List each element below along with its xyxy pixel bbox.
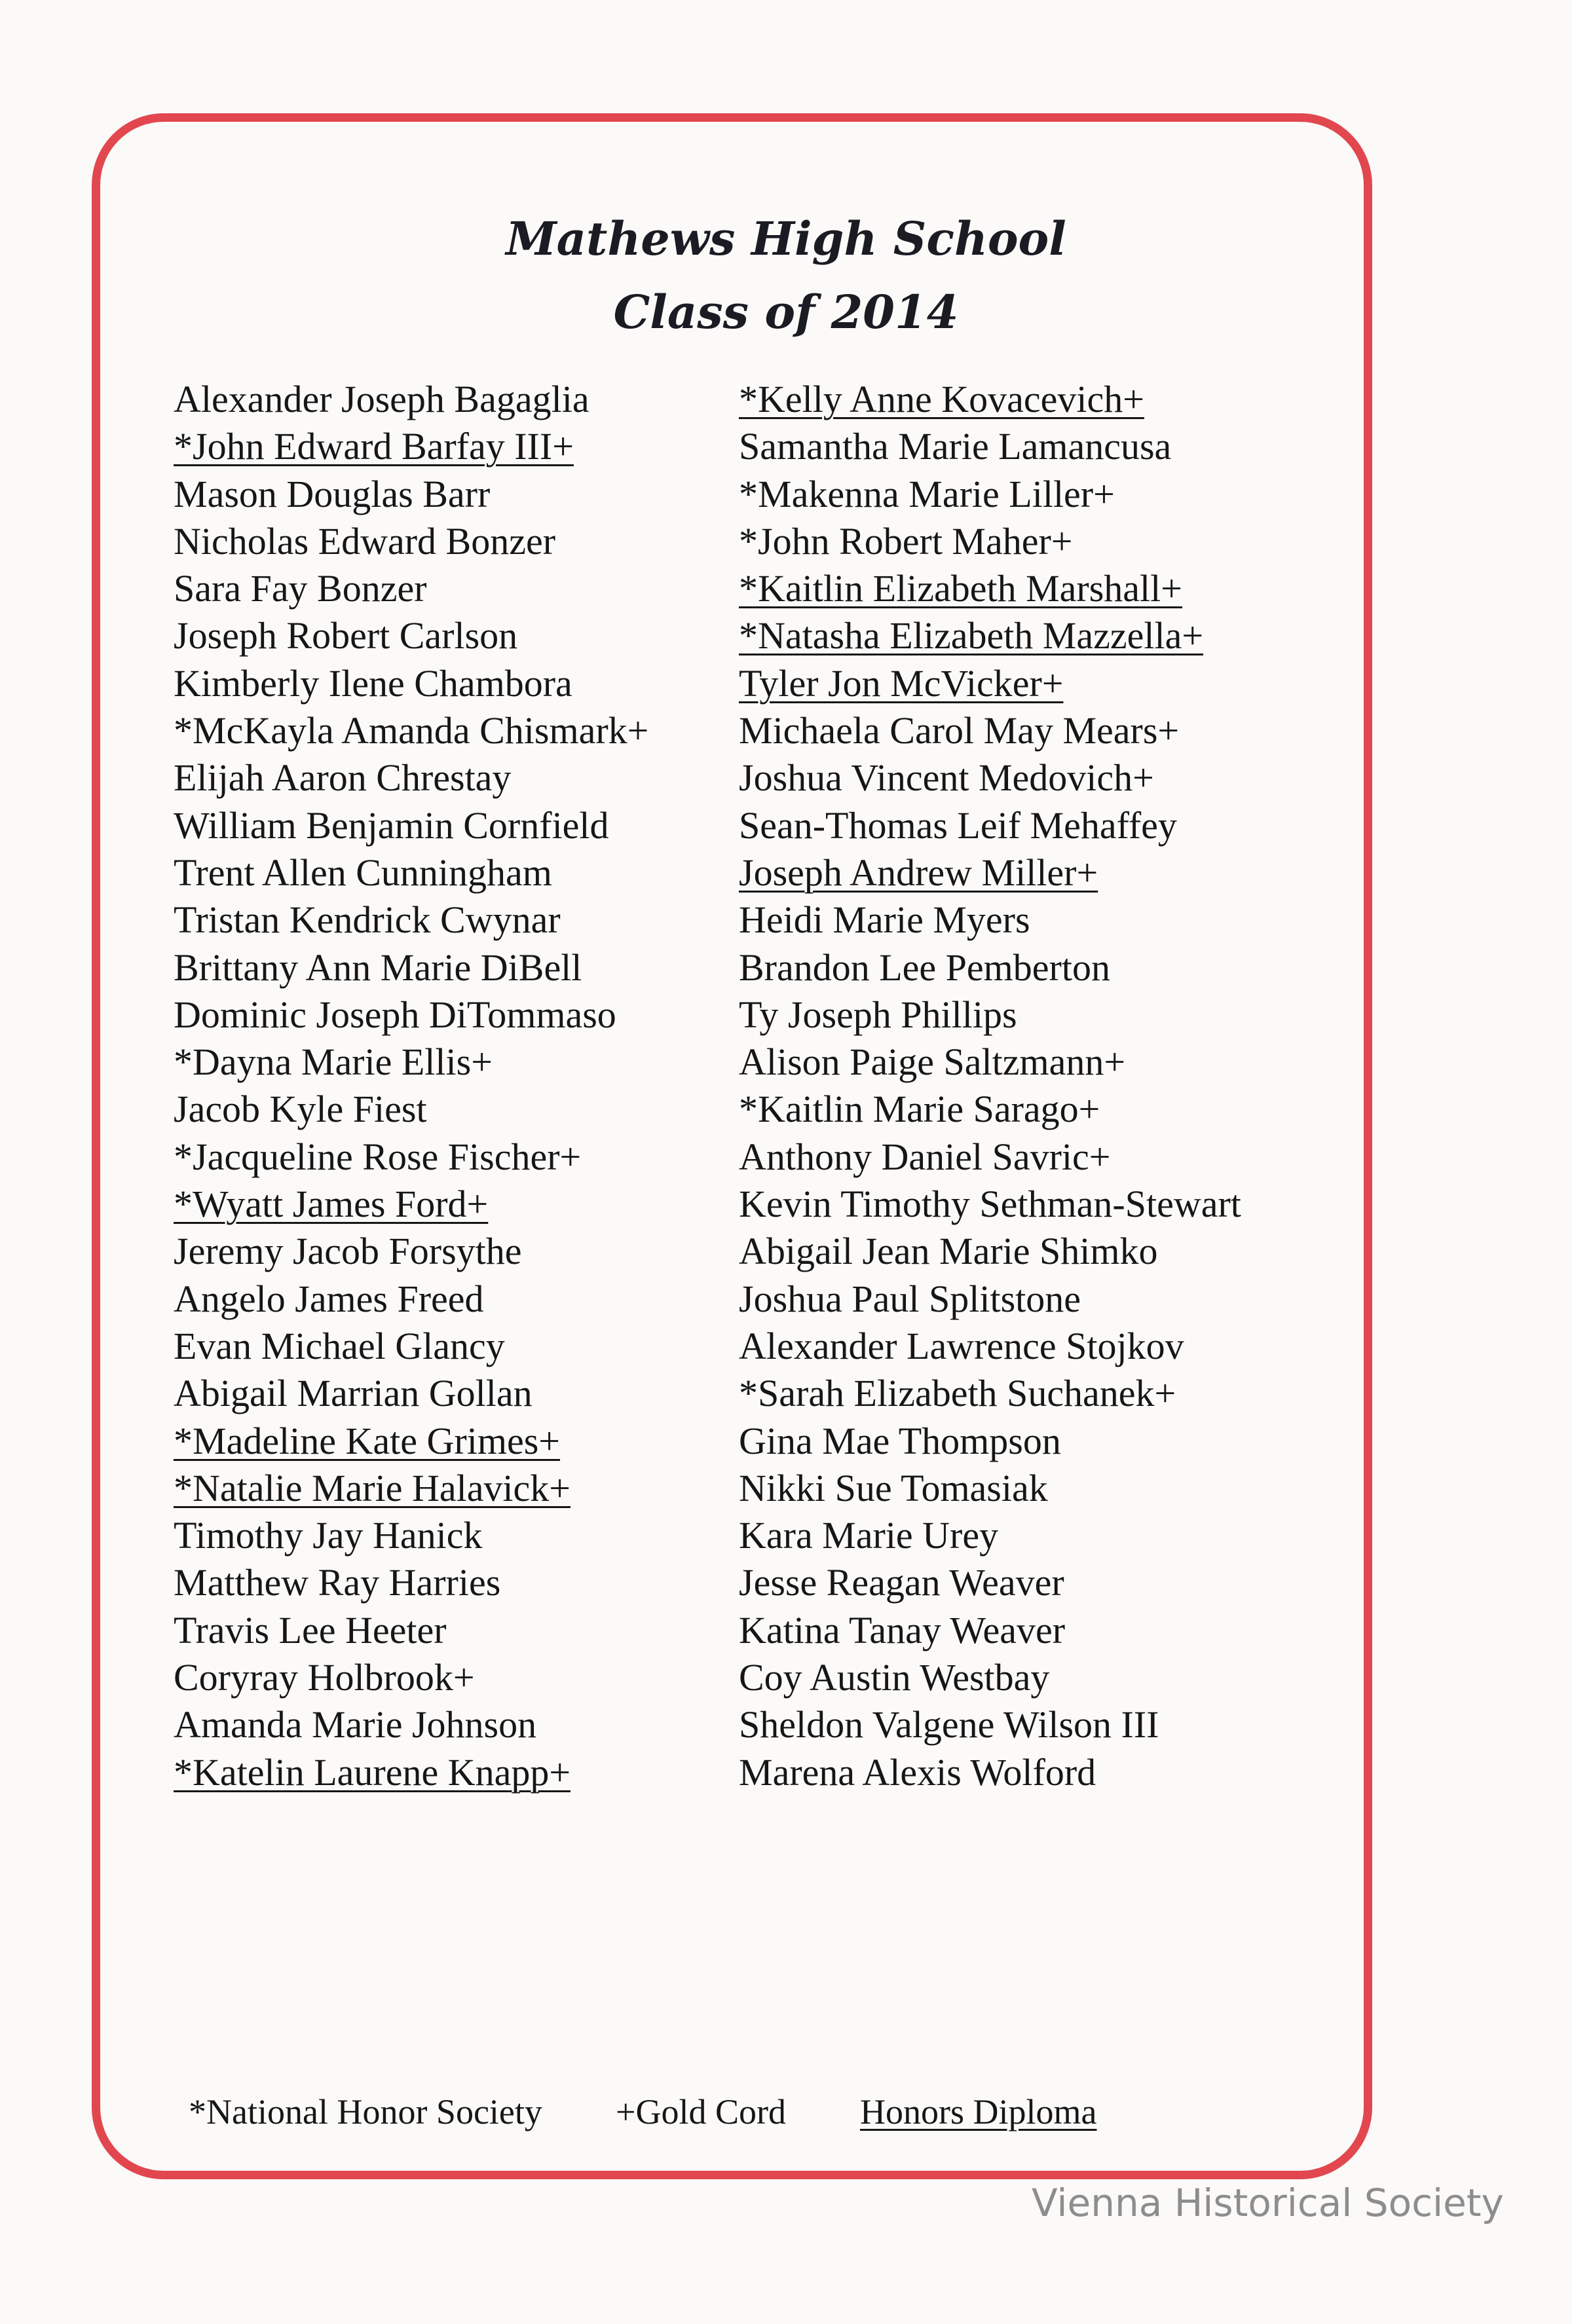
graduate-name: [174, 565, 648, 612]
graduate-name-text: Matthew Ray Harries: [174, 1561, 501, 1604]
graduate-name: [739, 944, 1241, 991]
graduate-name-text: Jeremy Jacob Forsythe: [174, 1230, 522, 1273]
graduate-name-text: Joshua Vincent Medovich+: [739, 756, 1154, 800]
legend-honors-diploma: Honors Diploma: [860, 2092, 1097, 2131]
graduate-name: [174, 376, 648, 423]
graduate-name-text: Sheldon Valgene Wilson III: [739, 1703, 1159, 1746]
graduate-name-text: Trent Allen Cunningham: [174, 851, 552, 894]
graduate-name: [739, 423, 1241, 470]
graduate-name: [739, 1418, 1241, 1465]
graduate-name-text: Alison Paige Saltzmann+: [739, 1041, 1126, 1084]
graduate-name-text: Abigail Marrian Gollan: [174, 1372, 533, 1415]
graduate-name: [739, 896, 1241, 944]
graduate-name: [739, 1228, 1241, 1275]
graduate-name-text: Mason Douglas Barr: [174, 472, 491, 515]
graduate-name: [174, 849, 648, 896]
graduate-name-text: Coy Austin Westbay: [739, 1656, 1050, 1699]
graduate-name: [174, 1086, 648, 1133]
graduate-name: [739, 471, 1241, 518]
graduate-name: [739, 376, 1241, 423]
graduate-name-text: Samantha Marie Lamancusa: [739, 425, 1172, 468]
graduate-name-text: Kimberly Ilene Chambora: [174, 661, 572, 705]
graduate-name: [739, 1276, 1241, 1323]
graduate-name-text: Brittany Ann Marie DiBell: [174, 946, 582, 989]
graduate-name: [739, 1134, 1241, 1181]
graduate-name-text: *Jacqueline Rose Fischer+: [174, 1135, 582, 1178]
graduate-name-text: *Wyatt James Ford+: [174, 1183, 489, 1226]
graduate-name: [174, 1607, 648, 1654]
graduate-name: [174, 1654, 648, 1701]
graduate-name: [174, 1134, 648, 1181]
graduate-name: [174, 991, 648, 1039]
graduate-name-text: Nicholas Edward Bonzer: [174, 519, 556, 563]
graduate-name: [174, 423, 648, 470]
graduate-name: [174, 518, 648, 565]
graduate-name: [739, 1086, 1241, 1133]
graduate-name: [174, 1749, 648, 1796]
graduate-name-text: Alexander Joseph Bagaglia: [174, 378, 590, 420]
graduate-name-text: *Kaitlin Marie Sarago+: [739, 1088, 1100, 1131]
graduate-name-text: William Benjamin Cornfield: [174, 803, 609, 847]
school-title: Mathews High School: [506, 212, 1066, 266]
graduate-name-text: Abigail Jean Marie Shimko: [739, 1230, 1158, 1273]
graduate-name: [174, 1323, 648, 1370]
graduate-name-text: Ty Joseph Phillips: [739, 993, 1017, 1036]
graduate-name-text: Sara Fay Bonzer: [174, 567, 427, 610]
graduate-name-text: *Makenna Marie Liller+: [739, 472, 1115, 515]
graduate-name: [174, 1276, 648, 1323]
graduate-name-text: Dominic Joseph DiTommaso: [174, 993, 616, 1036]
graduate-name: [174, 1228, 648, 1275]
graduate-name: [739, 518, 1241, 565]
graduate-name: [174, 660, 648, 707]
graduate-name-text: Kara Marie Urey: [739, 1514, 999, 1557]
graduate-name: [739, 1039, 1241, 1086]
graduate-name-text: *Katelin Laurene Knapp+: [174, 1750, 571, 1794]
graduate-name: [739, 1749, 1241, 1796]
graduate-name-text: Amanda Marie Johnson: [174, 1703, 537, 1746]
graduate-name-text: *Dayna Marie Ellis+: [174, 1041, 493, 1084]
graduate-name: [739, 1181, 1241, 1228]
class-year-title: Class of 2014: [613, 285, 959, 339]
graduate-name: [174, 471, 648, 518]
graduate-name-text: Angelo James Freed: [174, 1277, 484, 1320]
graduate-name-text: Jacob Kyle Fiest: [174, 1088, 427, 1131]
graduate-name-text: Evan Michael Glancy: [174, 1324, 505, 1367]
graduate-name: [174, 896, 648, 944]
graduate-name: [174, 1370, 648, 1417]
graduate-name-text: Joseph Andrew Miller+: [739, 851, 1098, 894]
graduate-name: [739, 1370, 1241, 1417]
graduate-name-text: *Natasha Elizabeth Mazzella+: [739, 614, 1204, 657]
graduate-name: [739, 1512, 1241, 1559]
graduate-name: [739, 707, 1241, 754]
graduate-name: [739, 849, 1241, 896]
graduate-name-text: *Madeline Kate Grimes+: [174, 1419, 560, 1462]
graduate-name-text: Nikki Sue Tomasiak: [739, 1466, 1048, 1509]
graduate-name: [174, 707, 648, 754]
graduate-name: [174, 1039, 648, 1086]
graduate-name: [739, 1323, 1241, 1370]
graduate-name: [739, 991, 1241, 1039]
graduate-name: [739, 1654, 1241, 1701]
graduate-name: [174, 1181, 648, 1228]
graduate-name: [174, 1418, 648, 1465]
graduate-name: [174, 1465, 648, 1512]
graduate-name-text: *John Robert Maher+: [739, 519, 1073, 563]
graduate-name-text: Marena Alexis Wolford: [739, 1750, 1096, 1794]
graduate-name-text: *Kaitlin Elizabeth Marshall+: [739, 567, 1182, 610]
legend-national-honor-society: *National Honor Society: [189, 2092, 542, 2131]
graduate-name-text: Travis Lee Heeter: [174, 1608, 447, 1651]
graduate-name: [174, 754, 648, 802]
graduate-name-text: Gina Mae Thompson: [739, 1419, 1061, 1462]
graduate-name: [739, 1607, 1241, 1654]
graduate-name: [174, 944, 648, 991]
graduate-name-text: *Kelly Anne Kovacevich+: [739, 378, 1144, 420]
graduate-name-text: Heidi Marie Myers: [739, 898, 1030, 942]
graduate-name-text: Kevin Timothy Sethman-Stewart: [739, 1183, 1241, 1226]
graduate-name: [174, 612, 648, 659]
graduate-name: [739, 802, 1241, 849]
graduate-name-text: Coryray Holbrook+: [174, 1656, 475, 1699]
graduate-name: [739, 754, 1241, 802]
graduate-name-text: *Natalie Marie Halavick+: [174, 1466, 571, 1509]
graduate-name: [739, 1559, 1241, 1606]
graduate-name-text: Katina Tanay Weaver: [739, 1608, 1066, 1651]
graduate-name: [739, 1701, 1241, 1748]
graduate-name-text: Timothy Jay Hanick: [174, 1514, 483, 1557]
graduate-name-text: Sean-Thomas Leif Mehaffey: [739, 803, 1177, 847]
graduate-name-text: *John Edward Barfay III+: [174, 425, 574, 468]
graduate-name: [739, 660, 1241, 707]
graduate-name-text: Tyler Jon McVicker+: [739, 661, 1064, 705]
graduate-name-text: Jesse Reagan Weaver: [739, 1561, 1064, 1604]
graduate-name: [739, 1465, 1241, 1512]
legend-gold-cord: +Gold Cord: [616, 2092, 786, 2131]
graduate-name-text: Elijah Aaron Chrestay: [174, 756, 512, 800]
graduate-name-text: Anthony Daniel Savric+: [739, 1135, 1111, 1178]
graduate-name: [174, 1701, 648, 1748]
graduate-name-text: *Sarah Elizabeth Suchanek+: [739, 1372, 1176, 1415]
graduate-name-text: Tristan Kendrick Cwynar: [174, 898, 561, 942]
graduate-name-text: Joshua Paul Splitstone: [739, 1277, 1081, 1320]
graduate-name-text: Brandon Lee Pemberton: [739, 946, 1110, 989]
graduate-name: [739, 612, 1241, 659]
watermark: Vienna Historical Society: [1032, 2181, 1504, 2225]
names-column-left: [174, 376, 648, 1796]
graduate-name-text: Joseph Robert Carlson: [174, 614, 518, 657]
graduate-name-text: Alexander Lawrence Stojkov: [739, 1324, 1184, 1367]
names-column-right: [739, 376, 1241, 1796]
graduate-name-text: Michaela Carol May Mears+: [739, 709, 1180, 752]
graduate-name: [174, 1512, 648, 1559]
graduate-name: [174, 1559, 648, 1606]
graduate-name-text: *McKayla Amanda Chismark+: [174, 709, 649, 752]
graduate-name: [739, 565, 1241, 612]
graduate-name: [174, 802, 648, 849]
